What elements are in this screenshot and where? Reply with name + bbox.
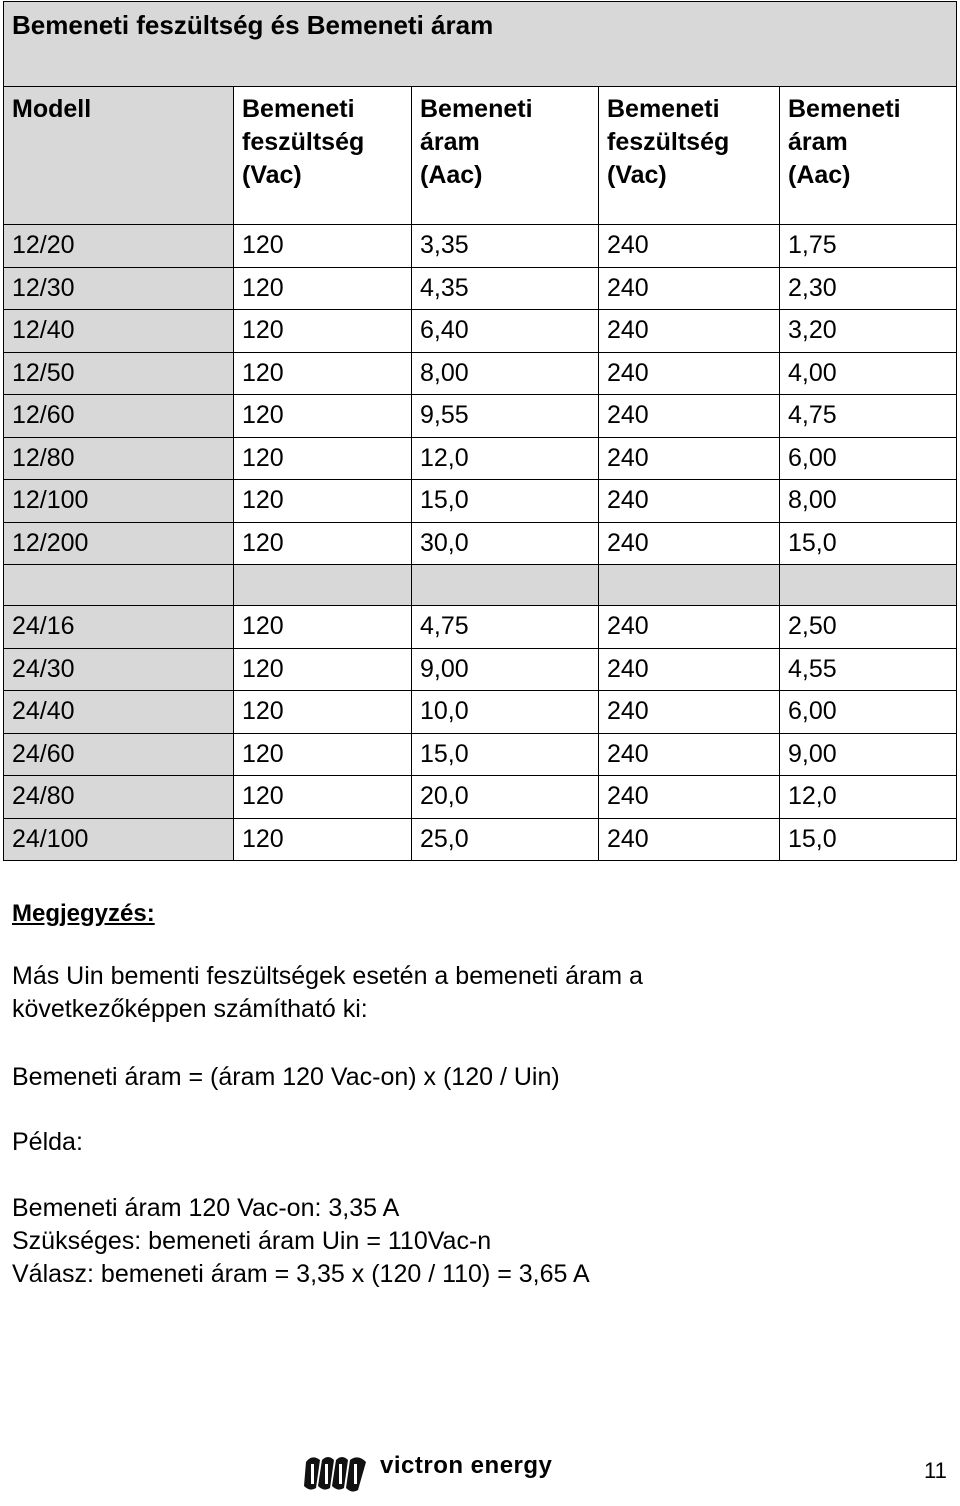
value-cell: 20,0 bbox=[412, 776, 599, 819]
value-cell: 3,35 bbox=[412, 225, 599, 268]
value-cell: 2,50 bbox=[780, 606, 957, 649]
value-cell: 240 bbox=[599, 691, 780, 734]
note-example-label: Példa: bbox=[12, 1128, 83, 1156]
value-cell: 120 bbox=[234, 648, 412, 691]
value-cell: 9,55 bbox=[412, 395, 599, 438]
footer-brand: victron energy bbox=[380, 1452, 553, 1479]
model-cell: 12/40 bbox=[4, 310, 234, 353]
value-cell: 120 bbox=[234, 818, 412, 861]
header-cell bbox=[599, 87, 780, 225]
value-cell: 240 bbox=[599, 648, 780, 691]
table-row bbox=[4, 267, 957, 310]
table-header-row bbox=[4, 87, 957, 225]
value-cell: 120 bbox=[234, 522, 412, 565]
value-cell: 120 bbox=[234, 733, 412, 776]
header-line: Bemeneti bbox=[242, 95, 355, 123]
header-line: feszültség bbox=[242, 128, 365, 156]
header-line: áram bbox=[788, 128, 848, 156]
value-cell: 6,00 bbox=[780, 437, 957, 480]
value-cell: 120 bbox=[234, 267, 412, 310]
note-title: Megjegyzés: bbox=[12, 900, 155, 927]
value-cell: 9,00 bbox=[780, 733, 957, 776]
table-row bbox=[4, 480, 957, 523]
table-row bbox=[4, 522, 957, 565]
header-line: feszültség bbox=[607, 128, 730, 156]
note-paragraph-line: Más Uin bementi feszültségek esetén a bemeneti áram a bbox=[12, 962, 643, 990]
header-line: Bemeneti bbox=[420, 95, 533, 123]
header-line: áram bbox=[420, 128, 480, 156]
value-cell: 4,55 bbox=[780, 648, 957, 691]
value-cell: 240 bbox=[599, 776, 780, 819]
example-line: Szükséges: bemeneti áram Uin = 110Vac-n bbox=[12, 1227, 492, 1255]
value-cell: 240 bbox=[599, 733, 780, 776]
table-row bbox=[4, 606, 957, 649]
header-line: (Vac) bbox=[607, 161, 667, 189]
value-cell: 240 bbox=[599, 395, 780, 438]
value-cell: 2,30 bbox=[780, 267, 957, 310]
model-cell: 12/100 bbox=[4, 480, 234, 523]
model-cell: 12/80 bbox=[4, 437, 234, 480]
table-row bbox=[4, 648, 957, 691]
value-cell: 8,00 bbox=[412, 352, 599, 395]
table-title: Bemeneti feszültség és Bemeneti áram bbox=[4, 2, 957, 87]
value-cell: 10,0 bbox=[412, 691, 599, 734]
header-cell bbox=[4, 87, 234, 225]
separator-cell bbox=[412, 565, 599, 606]
model-cell: 12/60 bbox=[4, 395, 234, 438]
page-number: 11 bbox=[924, 1458, 947, 1483]
header-line: Bemeneti bbox=[607, 95, 720, 123]
value-cell: 120 bbox=[234, 437, 412, 480]
value-cell: 120 bbox=[234, 776, 412, 819]
table-row bbox=[4, 776, 957, 819]
value-cell: 240 bbox=[599, 267, 780, 310]
value-cell: 240 bbox=[599, 818, 780, 861]
model-cell: 24/30 bbox=[4, 648, 234, 691]
value-cell: 1,75 bbox=[780, 225, 957, 268]
separator-cell bbox=[234, 565, 412, 606]
separator-cell bbox=[780, 565, 957, 606]
value-cell: 4,75 bbox=[780, 395, 957, 438]
value-cell: 240 bbox=[599, 522, 780, 565]
value-cell: 120 bbox=[234, 606, 412, 649]
value-cell: 120 bbox=[234, 691, 412, 734]
note-example bbox=[12, 1192, 590, 1291]
model-cell: 12/200 bbox=[4, 522, 234, 565]
value-cell: 6,40 bbox=[412, 310, 599, 353]
victron-logo-icon bbox=[302, 1452, 370, 1496]
model-cell: 24/80 bbox=[4, 776, 234, 819]
header-line: (Vac) bbox=[242, 161, 302, 189]
value-cell: 120 bbox=[234, 480, 412, 523]
table-row bbox=[4, 310, 957, 353]
value-cell: 9,00 bbox=[412, 648, 599, 691]
value-cell: 6,00 bbox=[780, 691, 957, 734]
note-paragraph-line: következőképpen számítható ki: bbox=[12, 995, 368, 1023]
value-cell: 12,0 bbox=[780, 776, 957, 819]
header-line: (Aac) bbox=[420, 161, 483, 189]
header-line: Bemeneti bbox=[788, 95, 901, 123]
model-cell: 24/40 bbox=[4, 691, 234, 734]
value-cell: 15,0 bbox=[780, 522, 957, 565]
example-line: Válasz: bemeneti áram = 3,35 x (120 / 110) = 3,65 A bbox=[12, 1260, 590, 1288]
separator-cell bbox=[4, 565, 234, 606]
value-cell: 3,20 bbox=[780, 310, 957, 353]
note-paragraph bbox=[12, 960, 643, 1026]
value-cell: 120 bbox=[234, 225, 412, 268]
value-cell: 25,0 bbox=[412, 818, 599, 861]
separator-cell bbox=[599, 565, 780, 606]
example-line: Bemeneti áram 120 Vac-on: 3,35 A bbox=[12, 1194, 400, 1222]
value-cell: 120 bbox=[234, 310, 412, 353]
model-cell: 12/50 bbox=[4, 352, 234, 395]
header-cell bbox=[234, 87, 412, 225]
value-cell: 4,35 bbox=[412, 267, 599, 310]
model-cell: 24/16 bbox=[4, 606, 234, 649]
spec-table bbox=[3, 1, 957, 861]
group-separator-row bbox=[4, 565, 957, 606]
value-cell: 240 bbox=[599, 310, 780, 353]
model-cell: 12/20 bbox=[4, 225, 234, 268]
value-cell: 240 bbox=[599, 437, 780, 480]
value-cell: 12,0 bbox=[412, 437, 599, 480]
header-line: Modell bbox=[12, 95, 92, 123]
value-cell: 240 bbox=[599, 225, 780, 268]
value-cell: 4,75 bbox=[412, 606, 599, 649]
table-row bbox=[4, 437, 957, 480]
header-line: (Aac) bbox=[788, 161, 851, 189]
value-cell: 15,0 bbox=[412, 733, 599, 776]
table-row bbox=[4, 733, 957, 776]
model-cell: 12/30 bbox=[4, 267, 234, 310]
value-cell: 4,00 bbox=[780, 352, 957, 395]
value-cell: 120 bbox=[234, 395, 412, 438]
value-cell: 240 bbox=[599, 606, 780, 649]
table-row bbox=[4, 691, 957, 734]
note-formula: Bemeneti áram = (áram 120 Vac-on) x (120 / Uin) bbox=[12, 1063, 560, 1091]
value-cell: 30,0 bbox=[412, 522, 599, 565]
value-cell: 240 bbox=[599, 480, 780, 523]
value-cell: 8,00 bbox=[780, 480, 957, 523]
value-cell: 240 bbox=[599, 352, 780, 395]
table-row bbox=[4, 818, 957, 861]
value-cell: 15,0 bbox=[780, 818, 957, 861]
table-row bbox=[4, 225, 957, 268]
model-cell: 24/60 bbox=[4, 733, 234, 776]
value-cell: 120 bbox=[234, 352, 412, 395]
table-row bbox=[4, 352, 957, 395]
header-cell bbox=[412, 87, 599, 225]
table-row bbox=[4, 395, 957, 438]
value-cell: 15,0 bbox=[412, 480, 599, 523]
model-cell: 24/100 bbox=[4, 818, 234, 861]
header-cell bbox=[780, 87, 957, 225]
